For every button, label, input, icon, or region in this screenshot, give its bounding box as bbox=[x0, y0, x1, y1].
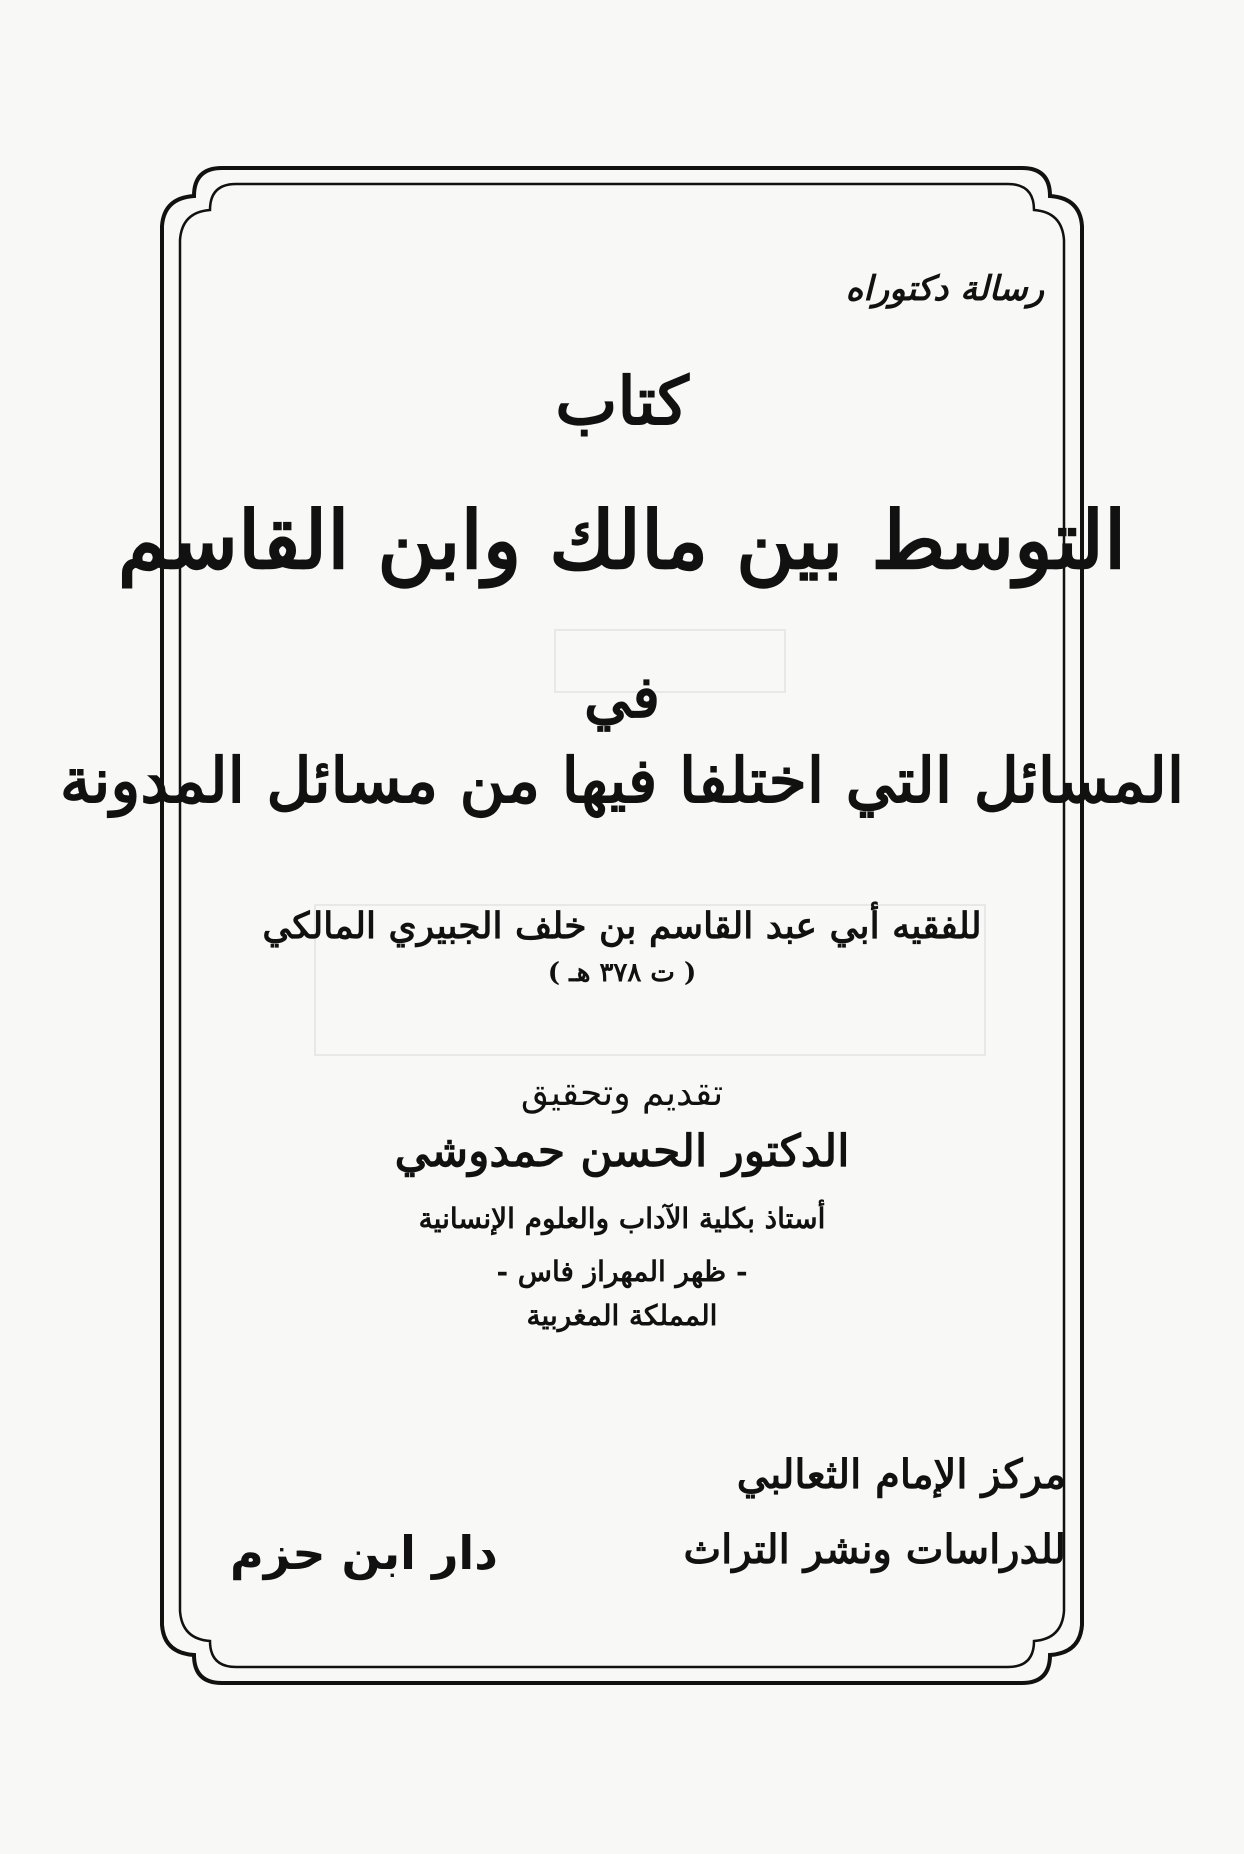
kitab-heading: كتاب bbox=[555, 362, 689, 440]
affiliation-line-1: أستاذ بكلية الآداب والعلوم الإنسانية bbox=[418, 1202, 826, 1235]
publisher-center-line-2: للدراسات ونشر التراث bbox=[683, 1526, 1066, 1573]
publisher-dar-ibn-hazm: دار ابن حزم bbox=[230, 1526, 498, 1580]
title-connector: في bbox=[583, 663, 661, 731]
book-title: التوسط بين مالك وابن القاسم bbox=[117, 493, 1127, 587]
intro-label: تقديم وتحقيق bbox=[520, 1073, 724, 1114]
death-date: ( ت ٣٧٨ هـ ) bbox=[547, 958, 697, 988]
affiliation-line-3: المملكة المغربية bbox=[526, 1299, 718, 1332]
affiliation-line-2: - ظهر المهراز فاس - bbox=[496, 1255, 748, 1288]
publisher-center-line-1: مركز الإمام الثعالبي bbox=[736, 1451, 1066, 1498]
book-subtitle: المسائل التي اختلفا فيها من مسائل المدونة bbox=[59, 744, 1185, 817]
series-label: رسالة دكتوراه bbox=[845, 269, 1044, 309]
author-line: للفقيه أبي عبد القاسم بن خلف الجبيري المالكي bbox=[262, 905, 982, 947]
editor-name: الدكتور الحسن حمدوشي bbox=[394, 1126, 850, 1177]
